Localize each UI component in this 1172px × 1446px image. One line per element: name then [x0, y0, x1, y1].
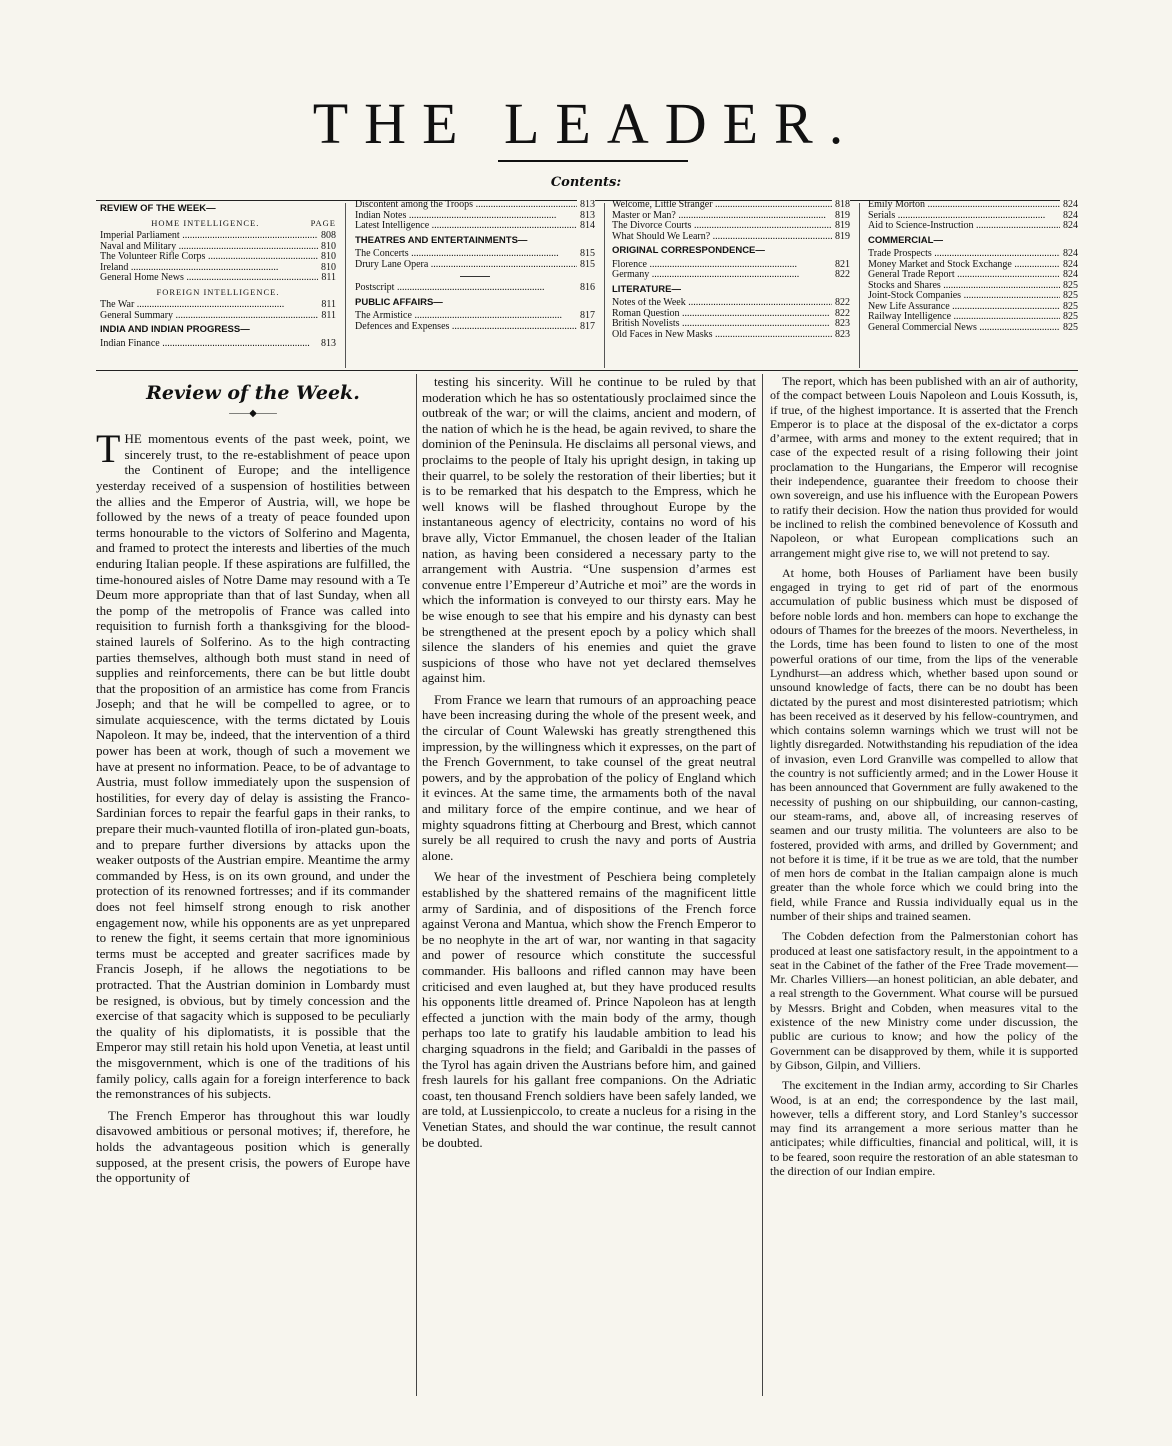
toc-entry[interactable]	[612, 309, 850, 320]
toc-entry-page: 819	[832, 232, 850, 243]
toc-entry-title: The Divorce Courts .....	[612, 221, 832, 232]
toc-entry-title: British Novelists .....	[612, 319, 830, 330]
column-divider	[762, 374, 763, 1396]
toc-entry[interactable]	[612, 270, 850, 281]
toc-page-column-label: PAGE	[310, 217, 336, 228]
body-top-rule	[96, 370, 1078, 371]
toc-entry-title: Welcome, Little Stranger .....	[612, 200, 832, 211]
article-paragraph: From France we learn that rumours of an approaching peace have been increasing during the whole of the present week, and the circular of Count Walewski has greatly strengthened this impression, by the willingness which it expresses, on the part of the French Government, to take counsel of the great neutral powers, and by the approbation of the policy of England which it evinces. At the same time, the armaments both of the naval and military force of the empire continue, and we hear of mighty squadrons fitting at Cherbourg and Brest, which cannot surely be all required to crush the navy and ports of Austria alone.	[422, 691, 756, 863]
toc-entry-page: 825	[1060, 323, 1078, 334]
toc-entry[interactable]	[355, 221, 595, 232]
toc-column-4	[868, 200, 1078, 368]
toc-entry[interactable]	[612, 211, 850, 222]
review-title: Review of the Week.	[146, 382, 360, 404]
ornament-divider: ——◆——	[229, 407, 277, 419]
toc-column-1	[100, 200, 336, 368]
toc-entry-title: Emily Morton .....	[868, 200, 1060, 211]
toc-entry[interactable]	[355, 260, 595, 271]
toc-entry[interactable]	[868, 312, 1078, 323]
toc-entry-page: 824	[1060, 221, 1078, 232]
toc-entry-title: Master or Man? .....	[612, 211, 826, 222]
toc-entry[interactable]	[100, 339, 336, 350]
toc-entry-page: 822	[832, 270, 850, 281]
drop-cap: T	[96, 426, 121, 472]
toc-section-heading: COMMERCIAL—	[868, 234, 943, 246]
toc-subheading: FOREIGN INTELLIGENCE.	[156, 286, 280, 297]
toc-entry-title: New Life Assurance .....	[868, 302, 1060, 313]
toc-entry-page: 822	[832, 298, 850, 309]
toc-entry-page: 811	[318, 311, 336, 322]
article-paragraph: The excitement in the Indian army, according to Sir Charles Wood, is at an end; the correspondence by the last mail, however, tells a different story, and Lord Stanley’s successor may find its arrangement a more serious matter than he anticipates; while difficulties, financial and political, will, it is to be feared, soon require the restoration of an able statesman to the direction of our Indian empire.	[770, 1078, 1078, 1179]
toc-entry-title: General Commercial News .....	[868, 323, 1060, 334]
toc-entry[interactable]	[100, 300, 336, 311]
toc-entry-title: General Home News .....	[100, 273, 318, 284]
toc-entry-title: Drury Lane Opera .....	[355, 260, 577, 271]
toc-section-heading: REVIEW OF THE WEEK—	[100, 203, 216, 214]
toc-entry-title: Postscript .....	[355, 283, 544, 294]
column-3-paragraphs	[770, 374, 1078, 1178]
toc-entry-title: Trade Prospects .....	[868, 249, 1060, 260]
toc-entry-title: What Should We Learn? .....	[612, 232, 832, 243]
article-paragraph: testing his sincerity. Will he continue to be ruled by that moderation which he has so ostentatiously proclaimed since the outbreak of the war; or will the claims, ancient and modern, of the nation of which he is the head, be again revived, to share the dominion of the Peninsula. He disclaims all personal views, and proclaims to the people of Italy his upright design, in taking up their quarrel, to be solely the restoration of their liberties; but it is to be remarked that his despatch to the Empress, which he well knows will be flashed throughout Europe by the instantaneous agency of electricity, contains no word of his brave ally, Victor Emmanuel, the chosen leader of the Italian nation, as having been considered a necessary party to the arrangement with Austria. “Une suspension d’armes est convenue entre l’Empereur d’Autriche et moi” are the words in which the information is conveyed to our thirsty ears. May he be wise enough to see that his empire and his dynasty can best be strengthened at the present epoch by a policy which shall silence the slanders of his enemies and quiet the grave suspicions of those who have not yet declared themselves against him.	[422, 374, 756, 686]
toc-entry-title: General Trade Report .....	[868, 270, 1060, 281]
toc-entry-title: Roman Question .....	[612, 309, 830, 320]
toc-entry[interactable]	[612, 232, 850, 243]
article-paragraph: HE momentous events of the past week, point, we sincerely trust, to the re-establishment of peace upon the Continent of Europe; and the intelligence yesterday received of a suspension of hostilities between the allies and the Emperor of Austria, will, we hope be followed by the news of a treaty of peace founded upon terms honourable to the victors of Solferino and Magenta, and framed to protect the interests and liberties of the much enduring Italian people. If these aspirations are fulfilled, the time-honoured aisles of Notre Dame may resound with a Te Deum more appropriate than that of last Sunday, when all the pomp of the metropolis of France was called into requisition to furnish forth a thanksgiving for the blood-stained laurels of Solferino. As to the high contracting parties themselves, although both must stand in need of supplies and reinforcements, there can be but little doubt that the proposition of an armistice has come from Francis Joseph; and that he will be compelled to agree, or to simulate acquiescence, with the terms dictated by Louis Napoleon. It may be, indeed, that the intervention of a third power has been at work, though of such a movement we have at present no information. Peace, to be of advantage to Austria, must follow immediately upon the suspension of hostilities, for every day of delay is assisting the Franco-Sardinian forces to repair the fearful gaps in their ranks, to prepare their much-vaunted flotilla of iron-plated gun-boats, and to prepare further diversions by attacks upon the weaker outposts of the Austrian empire. Meantime the army commanded by Hess, is on its own ground, and under the protection of its renowned fortresses; and if its commander does not feel himself strong enough to risk another engagement now, while his opponents are as yet unprepared to renew the fight, it seems certain that more ignominious terms must be accepted and greater sacrifices made by Francis Joseph, if he allows the negotiations to be protracted. That the Austrian dominion in Lombardy must be resigned, is obvious, but by timely concession and the exercise of that sagacity which is supposed to be peculiarly the quality of his diplomatists, it is possible that the Emperor may still retain his hold upon Venetia, at least until the misgovernment, which is one of the traditions of his family policy, calls again for a foreign interference to back the remonstrances of his subjects.	[96, 431, 410, 1102]
toc-entry[interactable]	[100, 273, 336, 284]
toc-entry-title: Latest Intelligence .....	[355, 221, 577, 232]
toc-entry[interactable]	[612, 319, 850, 330]
article-paragraph: The Cobden defection from the Palmerstonian cohort has produced at least one satisfactory result, in the appointment to a seat in the Cabinet of the father of the Free Trade movement—Mr. Charles Villiers—an honest politician, an able debater, and a real strength to the Government. What course will be pursued by Messrs. Bright and Cobden, when measures vital to the existence of the new Ministry come under discussion, the public are curious to know; and how the policy of the Government can be disapproved by them, while it is supported by Gibson, Gilpin, and Villiers.	[770, 929, 1078, 1072]
article-paragraph: The French Emperor has throughout this war loudly disavowed ambitious or personal motives; if, therefore, he holds the advantageous position which is generally supposed, at the present crisis, the powers of Europe have the opportunity of	[96, 1107, 410, 1186]
toc-divider	[345, 203, 346, 368]
toc-entry-title: Old Faces in New Masks .....	[612, 330, 832, 341]
toc-entry-title: Indian Notes .....	[355, 211, 556, 222]
masthead-title: THE LEADER.	[312, 91, 860, 156]
toc-entry-page: 824	[1060, 200, 1078, 211]
toc-entry[interactable]	[868, 270, 1078, 281]
toc-entry[interactable]	[355, 211, 595, 222]
toc-entry-page: 811	[318, 273, 336, 284]
toc-entry-title: The War .....	[100, 300, 284, 311]
toc-entry-page: 817	[577, 322, 595, 333]
toc-entry[interactable]	[100, 242, 336, 253]
toc-entry-page: 818	[832, 200, 850, 211]
toc-entry[interactable]	[868, 221, 1078, 232]
toc-entry[interactable]	[868, 211, 1078, 222]
toc-entry[interactable]	[868, 281, 1078, 292]
column-divider	[416, 374, 417, 1396]
toc-entry-title: Serials .....	[868, 211, 1045, 222]
toc-entry[interactable]	[355, 311, 595, 322]
toc-entry-page: 817	[577, 311, 595, 322]
toc-entry[interactable]	[868, 249, 1078, 260]
toc-entry[interactable]	[100, 311, 336, 322]
toc-entry[interactable]	[355, 200, 595, 211]
toc-entry-title: Aid to Science-Instruction .....	[868, 221, 1060, 232]
column-2-paragraphs	[422, 374, 756, 1150]
toc-entry-title: Naval and Military .....	[100, 242, 318, 253]
toc-entry-page: 823	[832, 330, 850, 341]
toc-entry[interactable]	[612, 200, 850, 211]
toc-entry[interactable]	[868, 200, 1078, 211]
toc-entry-title: Discontent among the Troops .....	[355, 200, 577, 211]
toc-entry-page: 810	[318, 242, 336, 253]
toc-section-heading: PUBLIC AFFAIRS—	[355, 296, 443, 308]
toc-entry-title: Stocks and Shares .....	[868, 281, 1060, 292]
toc-section-heading: LITERATURE—	[612, 283, 681, 295]
toc-entry-page: 815	[577, 260, 595, 271]
toc-dash	[460, 276, 490, 277]
toc-entry-page: 819	[832, 211, 850, 222]
toc-entry-title: General Summary .....	[100, 311, 318, 322]
toc-entry[interactable]	[355, 322, 595, 333]
column-1-paragraphs	[96, 426, 410, 1186]
toc-entry[interactable]	[100, 231, 336, 242]
toc-entry[interactable]	[100, 252, 336, 263]
toc-entry[interactable]	[355, 249, 595, 260]
toc-entry-title: The Concerts .....	[355, 249, 559, 260]
article-column-2	[422, 374, 756, 1156]
toc-section-heading: ORIGINAL CORRESPONDENCE—	[612, 245, 765, 256]
toc-entry-title: Money Market and Stock Exchange .....	[868, 260, 1060, 271]
toc-entry-title: Defences and Expenses .....	[355, 322, 577, 333]
toc-entry-page: 825	[1060, 302, 1078, 313]
toc-entry-page: 824	[1060, 249, 1078, 260]
toc-column-2	[355, 200, 595, 368]
toc-entry-page: 811	[318, 300, 336, 311]
toc-entry[interactable]	[612, 298, 850, 309]
toc-entry-page: 825	[1060, 281, 1078, 292]
contents-heading: Contents:	[550, 175, 622, 190]
toc-entry[interactable]	[355, 283, 595, 294]
toc-entry-page: 823	[832, 319, 850, 330]
toc-entry-page: 813	[577, 211, 595, 222]
toc-entry-page: 821	[832, 260, 850, 271]
toc-subheading	[100, 218, 336, 229]
article-paragraph: The report, which has been published with an air of authority, of the compact between Louis Napoleon and Louis Kossuth, is, if true, of the highest importance. It is asserted that the French Emperor is to place at the disposal of the ex-dictator a corps d’armee, with arms and money to the extent required; that in case of the expected result of a rising following their joint proclamation to the Hungarians, the Emperor will recognise their independence, guarantee their freedom to choose their own sovereign, and use his influence with the European Powers to ratify their decision. How the nation thus provided for would be inclined to relish the combined benevolence of Kossuth and Napoleon, or what European complications such an arrangement might give rise to, we will not pretend to say.	[770, 374, 1078, 560]
toc-entry-page: 825	[1060, 291, 1078, 302]
toc-entry-page: 814	[577, 221, 595, 232]
toc-entry[interactable]	[868, 302, 1078, 313]
toc-entry-title: Indian Finance .....	[100, 339, 310, 350]
toc-entry-title: Notes of the Week .....	[612, 298, 832, 309]
toc-subheading-label: HOME INTELLIGENCE.	[151, 217, 260, 228]
article-column-3	[770, 374, 1078, 1184]
toc-entry-page: 822	[832, 309, 850, 320]
toc-entry-title: Ireland .....	[100, 263, 278, 274]
toc-entry-page: 808	[318, 231, 336, 242]
toc-entry[interactable]	[612, 221, 850, 232]
toc-entry-title: Joint-Stock Companies .....	[868, 291, 1060, 302]
toc-divider	[604, 203, 605, 368]
toc-section-heading: THEATRES AND ENTERTAINMENTS—	[355, 234, 528, 246]
toc-entry-title: Imperial Parliament .....	[100, 231, 318, 242]
masthead-rule	[498, 160, 688, 162]
toc-entry[interactable]	[100, 263, 336, 274]
toc-entry-page: 815	[577, 249, 595, 260]
toc-entry-title: The Volunteer Rifle Corps .....	[100, 252, 318, 263]
toc-entry[interactable]	[868, 291, 1078, 302]
toc-entry-page: 824	[1060, 211, 1078, 222]
toc-entry-title: Florence .....	[612, 260, 797, 271]
article-column-1	[96, 374, 410, 1192]
toc-entry-page: 824	[1060, 270, 1078, 281]
toc-entry[interactable]	[868, 260, 1078, 271]
toc-entry-page: 824	[1060, 260, 1078, 271]
toc-section-heading: INDIA AND INDIAN PROGRESS—	[100, 324, 250, 335]
toc-entry-page: 825	[1060, 312, 1078, 323]
toc-column-3	[612, 200, 850, 368]
toc-entry-page: 813	[318, 339, 336, 350]
article-paragraph: We hear of the investment of Peschiera being completely established by the shattered remains of the magnificent little army of Sardinia, and of dispositions of the French force against Verona and Mantua, which show the French Emperor to be no neophyte in the art of war, nor wanting in that sagacity and power of resource which constitute the successful commander. His balloons and rifled cannon may have been criticised and even laughed at, but they have produced results his opponents little dreamed of. Prince Napoleon has at length effected a junction with the main body of the army, though perhaps too late to gratify his laudable ambition to lead his charging squadrons in the field; and Garibaldi in the passes of the Tyrol has again driven the Austrians before him, and gained fresh laurels for his gallant free companions. On the Adriatic coast, ten thousand French soldiers have been safely landed, we are told, at Lussienpiccolo, to create a nucleus for a rising in the Venetian States, and should the war continue, the result cannot be doubted.	[422, 869, 756, 1150]
toc-entry-title: The Armistice .....	[355, 311, 562, 322]
toc-entry-title: Railway Intelligence .....	[868, 312, 1060, 323]
toc-entry[interactable]	[612, 330, 850, 341]
toc-entry-title: Germany .....	[612, 270, 799, 281]
toc-entry-page: 810	[318, 263, 336, 274]
toc-entry-page: 813	[577, 200, 595, 211]
toc-divider	[859, 203, 860, 368]
toc-entry-page: 810	[318, 252, 336, 263]
article-paragraph: At home, both Houses of Parliament have been busily engaged in trying to get rid of part of the enormous accumulation of public business which must be disposed of before noble lords and hon. members can hope to exchange the odours of Thames for the breezes of the moors. Nevertheless, in the Lords, time has been found to listen to one of the most powerful orations of our time, from the lips of the venerable Lyndhurst—an address which, whether based upon sound or unsound knowledge of facts, there can be no doubt has been dictated by the purest and most disinterested patriotism; which has been received as it deserved by his fellow-countrymen, and which contains solemn warnings which we trust will not be lightly disregarded. Notwithstanding his repudiation of the idea of invasion, even Lord Granville was compelled to allow that the country is not sufficiently armed; and in the Lower House it has been announced that Government are fully awakened to the necessity of pushing on our shipbuilding, our cannon-casting, our steam-rams, and, above all, of increasing reserves of seamen and our trusty militia. The volunteers are also to be fostered, provided with arms, and drilled by Government; and not before it is time, if it be true as we are told, that the number of men hors de combat in the Italian campaign alone is much greater than the whole force which we could bring into the field, while France and Russia individually equal us in the number of their ships and trained seamen.	[770, 565, 1078, 923]
toc-entry[interactable]	[868, 323, 1078, 334]
toc-entry-page: 819	[832, 221, 850, 232]
toc-entry-page: 816	[577, 283, 595, 294]
toc-entry[interactable]	[612, 260, 850, 271]
